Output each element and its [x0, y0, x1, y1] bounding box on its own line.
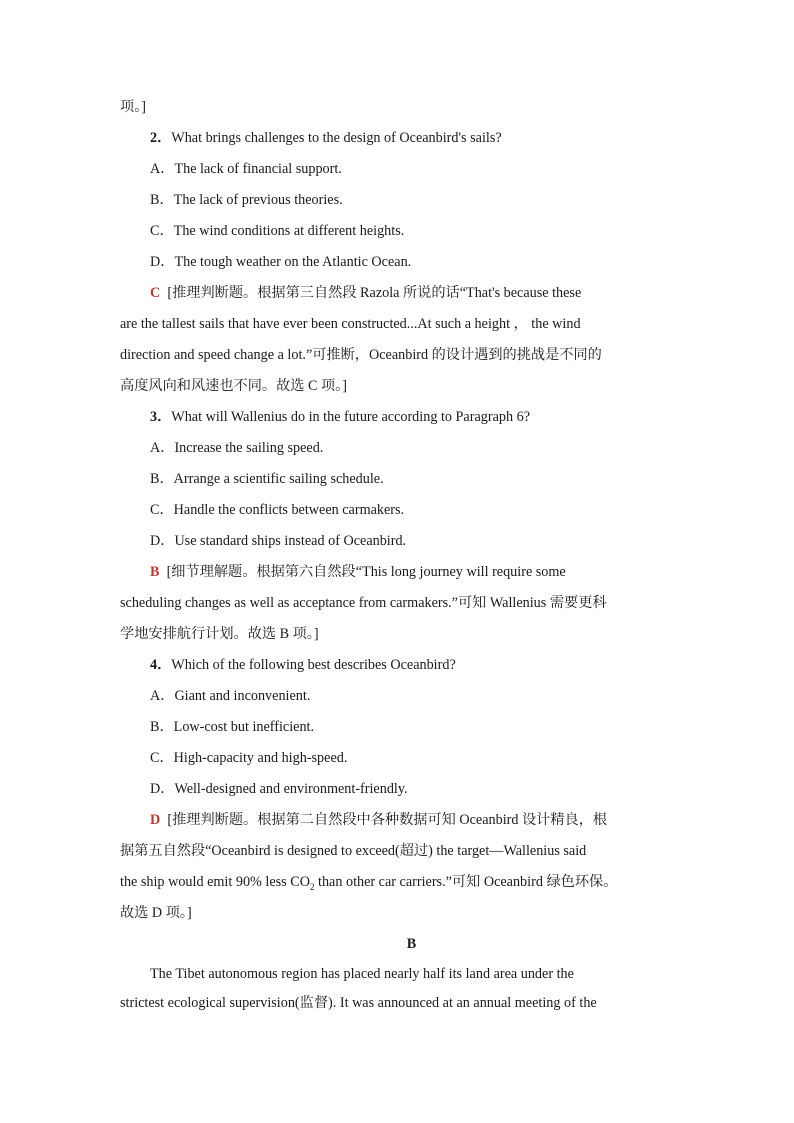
option-d: D．Well-designed and environment-friendly. — [150, 781, 408, 797]
question-stem — [120, 123, 673, 154]
option-c: C．The wind conditions at different heights. — [150, 223, 405, 239]
option-b: B．The lack of previous theories. — [150, 192, 343, 208]
passage-b — [120, 960, 673, 1018]
question-2 — [120, 123, 673, 402]
answer-letter: C — [150, 285, 161, 301]
question-number: 4． — [150, 657, 172, 673]
question-4 — [120, 650, 673, 929]
question-3 — [120, 402, 673, 650]
passage-line: The Tibet autonomous region has placed nearly half its land area under the — [150, 966, 574, 982]
question-text: What will Wallenius do in the future according to Paragraph 6? — [171, 409, 530, 425]
section-heading: B — [406, 936, 417, 952]
explanation: C [推理判断题。根据第三自然段 Razola 所说的话“That's because these are the tallest sails that have ever been constructed...At such a height ， the wind direction and speed change a lot.”可推断，Oceanbird 的设计遇到的挑战是不同的 高度风向和风速也不同。故选 C 项。] — [120, 285, 602, 394]
top-fragment: 项。] — [120, 99, 146, 115]
question-text: What brings challenges to the design of Oceanbird's sails? — [171, 130, 502, 146]
question-number: 3． — [150, 409, 172, 425]
document-page — [120, 92, 673, 1018]
option-b: B．Arrange a scientific sailing schedule. — [150, 471, 384, 487]
question-number: 2． — [150, 130, 172, 146]
question-stem — [120, 650, 673, 681]
passage-line: strictest ecological supervision(监督). It was announced at an annual meeting of the — [120, 995, 597, 1011]
option-c: C．High-capacity and high-speed. — [150, 750, 348, 766]
explanation: B [细节理解题。根据第六自然段“This long journey will require some scheduling changes as well as acceptance from carmakers.”可知 Wallenius 需要更科 学地安排航行计划。故选 B 项。] — [120, 564, 607, 642]
option-d: D．Use standard ships instead of Oceanbird. — [150, 533, 407, 549]
option-a: A．Giant and inconvenient. — [150, 688, 311, 704]
explanation: D [推理判断题。根据第二自然段中各种数据可知 Oceanbird 设计精良，根 据第五自然段“Oceanbird is designed to exceed(超过) the target—Wallenius said the ship would emit 90% less $CO_2$ than other car carriers.”可知 Oceanbird 绿色环保。 故选 D 项。] — [120, 812, 618, 921]
answer-letter: D — [150, 812, 161, 828]
option-a: A．Increase the sailing speed. — [150, 440, 324, 456]
answer-letter: B — [150, 564, 160, 580]
option-b: B．Low-cost but inefficient. — [150, 719, 315, 735]
co2-subscript: 2 — [309, 881, 315, 892]
question-text: Which of the following best describes Oceanbird? — [171, 657, 456, 673]
option-c: C．Handle the conflicts between carmakers. — [150, 502, 405, 518]
option-a: A．The lack of financial support. — [150, 161, 342, 177]
option-d: D．The tough weather on the Atlantic Ocean. — [150, 254, 412, 270]
question-stem — [120, 402, 673, 433]
